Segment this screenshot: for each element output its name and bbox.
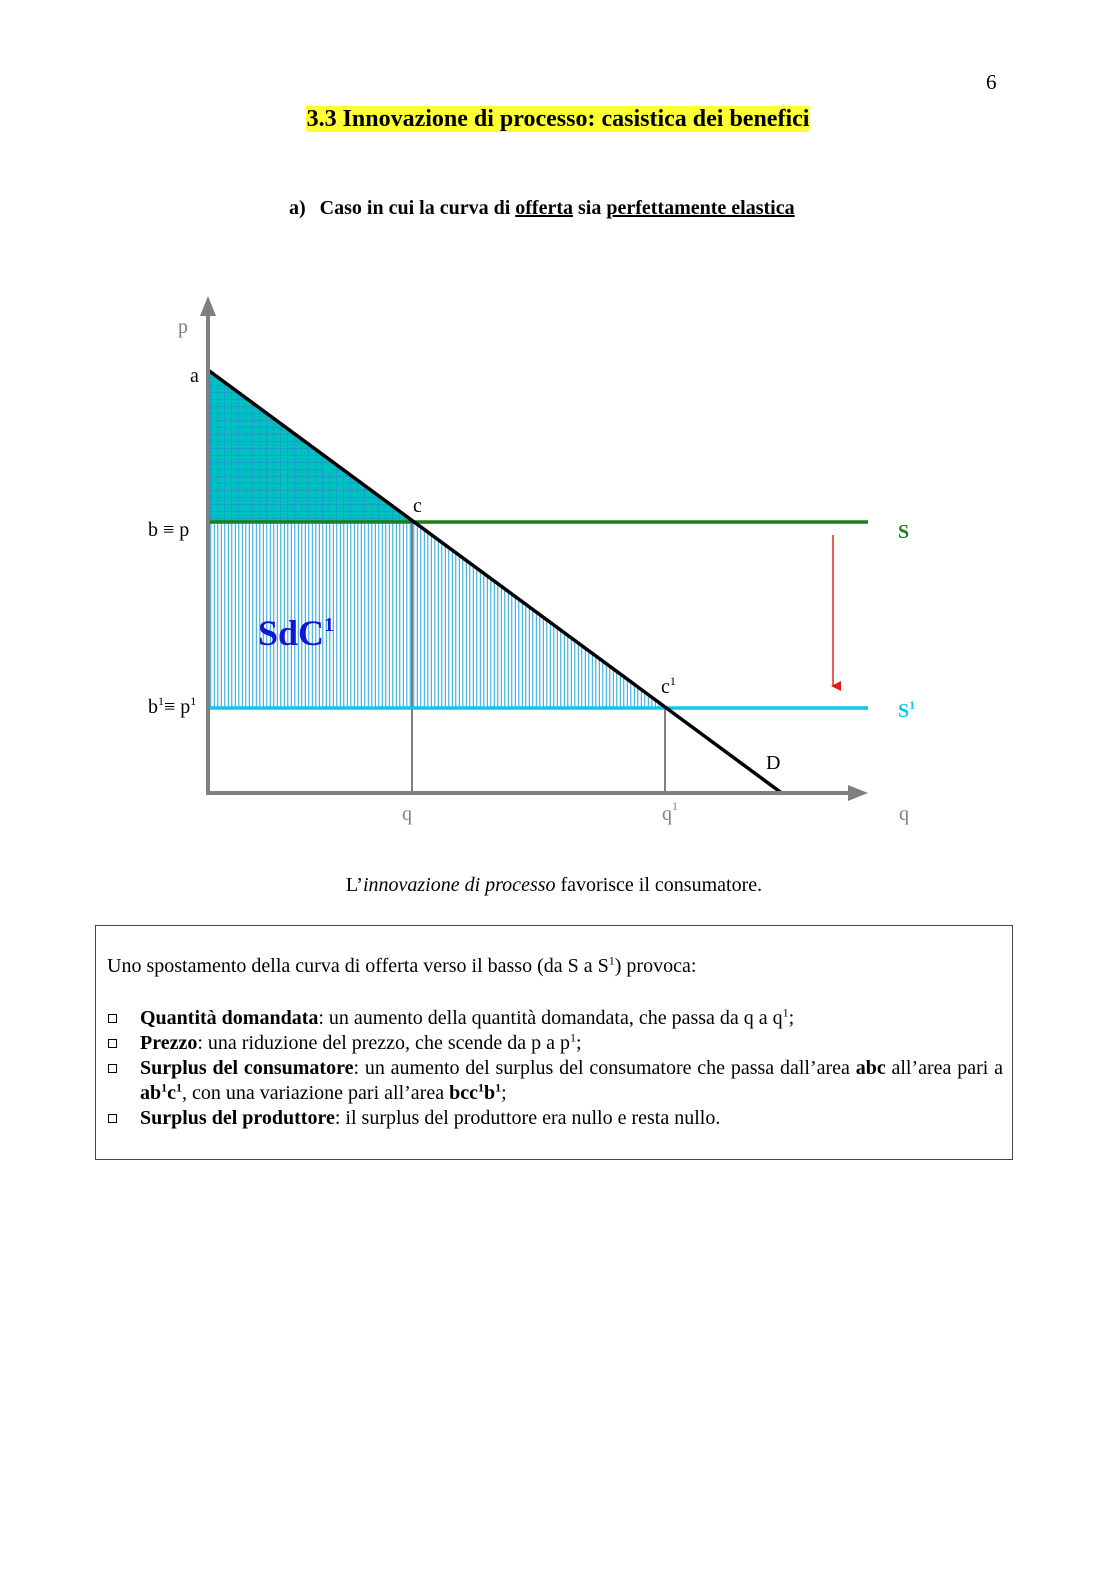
case-text-1: Caso in cui la curva di: [319, 197, 516, 219]
label-D: D: [766, 752, 781, 774]
section-title-text: 3.3 Innovazione di processo: casistica dei benefici: [306, 106, 810, 132]
y-axis-arrow: [200, 296, 216, 316]
square-bullet-icon: [108, 1039, 117, 1048]
list-item: Quantità domandata: un aumento della quantità domandata, che passa da q a $q^1$;: [108, 1006, 1003, 1031]
square-bullet-icon: [108, 1114, 117, 1123]
summary-intro: Uno spostamento della curva di offerta verso il basso (da S a $S^1$) provoca:: [107, 953, 697, 977]
label-S1: $S^1$: [898, 698, 916, 722]
caption-pre: L’: [345, 874, 363, 896]
square-bullet-icon: [108, 1014, 117, 1023]
case-underlined-offerta: offerta: [515, 197, 573, 219]
list-item: Surplus del produttore: il surplus del produttore era nullo e resta nullo.: [108, 1106, 1003, 1131]
label-b1-equiv-p1: $b^1\equiv p^1$: [148, 694, 197, 718]
tick-label-q1: $q^1$: [662, 799, 678, 825]
section-title: [0, 106, 1116, 133]
caption-post: favorisce il consumatore.: [555, 874, 763, 896]
label-b-equiv-p: b ≡ p: [148, 519, 190, 541]
label-S: S: [898, 521, 910, 543]
diagram-caption: [0, 874, 1108, 897]
list-item: Prezzo: una riduzione del prezzo, che scende da p a $p^1$;: [108, 1031, 1003, 1056]
summary-list: [108, 1006, 1003, 1131]
list-item: Surplus del consumatore: un aumento del surplus del consumatore che passa dall’area abc all’area pari a $ab^1c^1$, con una variazione pari all’area $bcc^1b^1$;: [108, 1056, 1003, 1106]
label-c1: $c^1$: [661, 674, 676, 698]
label-c: c: [413, 495, 422, 517]
page-number: 6: [986, 70, 997, 94]
caption-italic: innovazione di processo: [362, 874, 556, 896]
supply-demand-diagram: [0, 280, 1116, 840]
case-underlined-elastica: perfettamente elastica: [606, 197, 795, 219]
x-axis-arrow: [848, 785, 868, 801]
case-heading: [289, 197, 795, 220]
label-a: a: [190, 365, 199, 387]
axis-label-p: p: [178, 316, 188, 338]
square-bullet-icon: [108, 1064, 117, 1073]
case-letter: a): [289, 197, 306, 219]
summary-box: [95, 925, 1013, 1160]
tick-label-q: q: [402, 803, 412, 825]
case-text-2: sia: [572, 197, 607, 219]
axis-label-q: q: [899, 803, 909, 825]
label-SdC1: SdC$^1$: [258, 613, 335, 653]
